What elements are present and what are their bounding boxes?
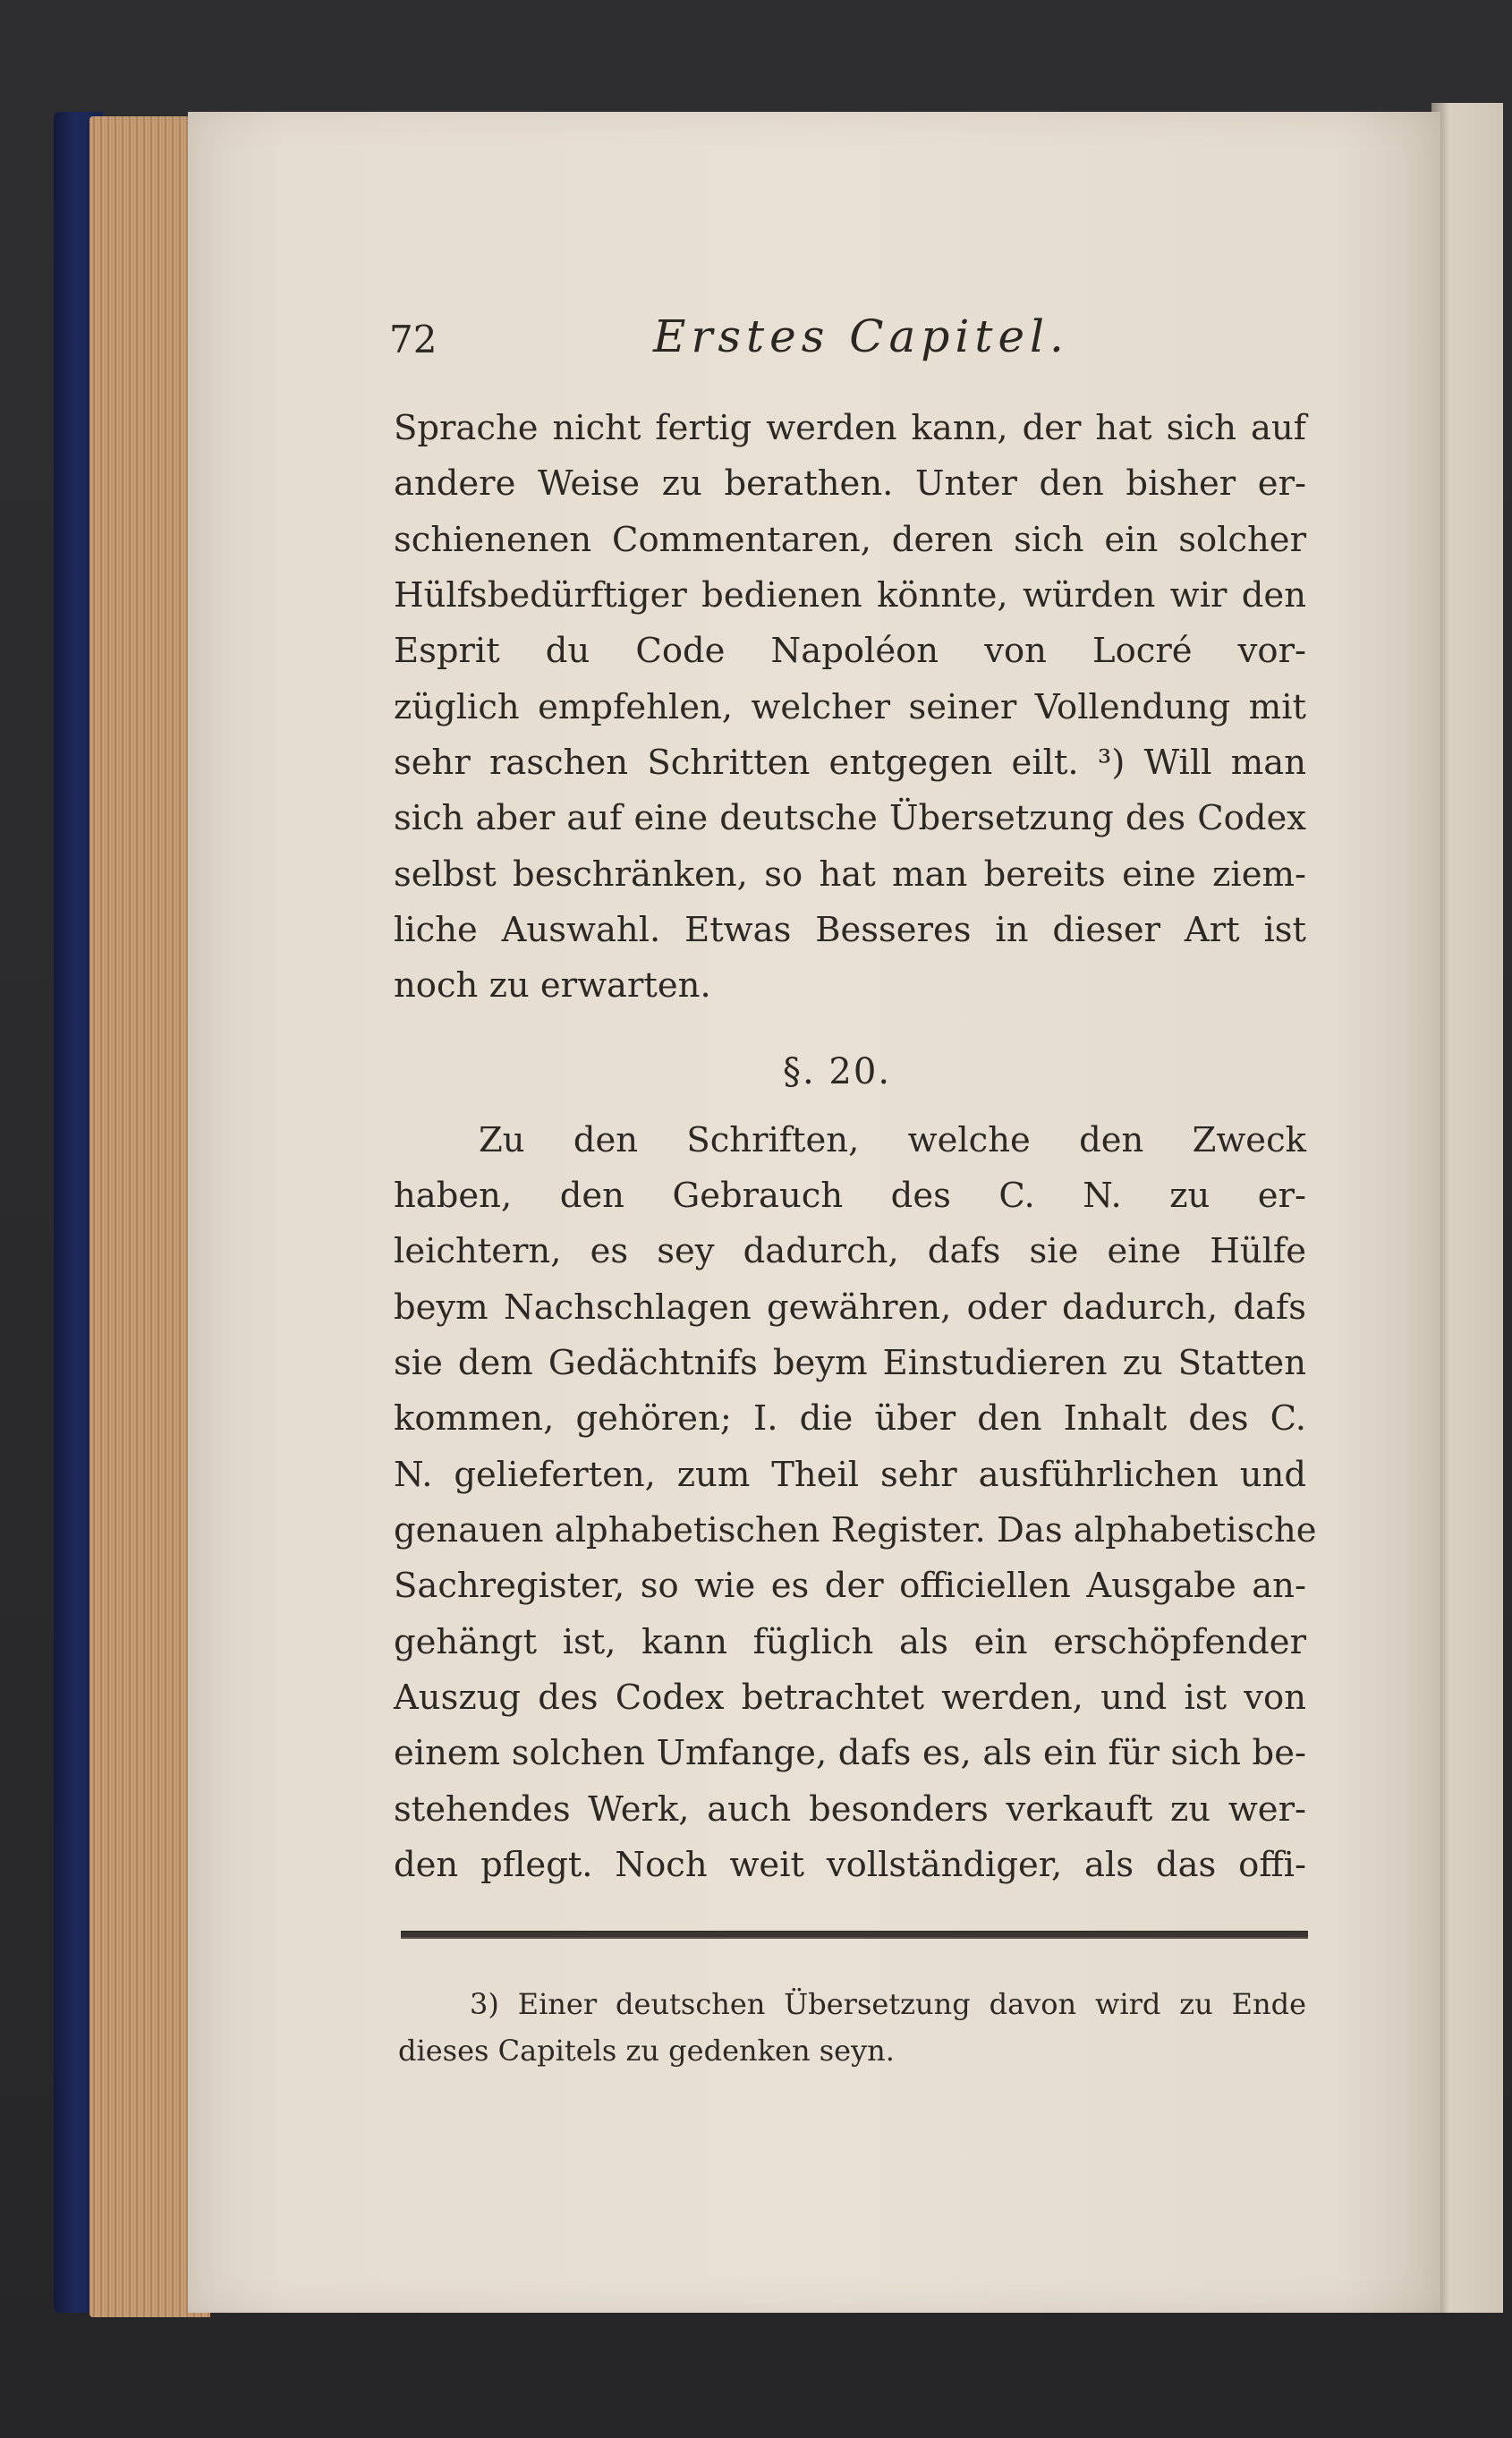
- page-number: 72: [389, 318, 437, 361]
- page-header: [0, 310, 1512, 380]
- facing-page-edge: [1431, 103, 1503, 2313]
- footnote-line: dieses Capitels zu gedenken seyn.: [398, 2034, 895, 2068]
- text-line: gehängt ist, kann füglich als ein erschöpfender: [394, 1622, 1306, 1662]
- text-line: sie dem Gedächtnifs beym Einstudieren zu Statten: [394, 1343, 1306, 1383]
- text-line: leichtern, es sey dadurch, dafs sie eine Hülfe: [394, 1231, 1306, 1271]
- footnote-divider: [401, 1931, 1308, 1939]
- text-line: liche Auswahl. Etwas Besseres in dieser Art ist: [394, 910, 1306, 950]
- text-line: Auszug des Codex betrachtet werden, und ist von: [394, 1678, 1306, 1718]
- text-line: haben, den Gebrauch des C. N. zu er-: [394, 1176, 1306, 1216]
- text-line: beym Nachschlagen gewähren, oder dadurch, dafs: [394, 1287, 1306, 1328]
- text-line: noch zu erwarten.: [394, 965, 711, 1006]
- running-title: Erstes Capitel.: [653, 310, 1069, 362]
- text-line: Hülfsbedürftiger bedienen könnte, würden wir den: [394, 575, 1306, 616]
- text-line: schienenen Commentaren, deren sich ein solcher: [394, 520, 1306, 560]
- text-line: züglich empfehlen, welcher seiner Vollendung mit: [394, 687, 1306, 727]
- text-line: genauen alphabetischen Register. Das alphabetische: [394, 1510, 1317, 1550]
- text-line: selbst beschränken, so hat man bereits eine ziem-: [394, 854, 1306, 895]
- text-line: stehendes Werk, auch besonders verkauft zu wer-: [394, 1789, 1306, 1830]
- text-line: sich aber auf eine deutsche Übersetzung des Codex: [394, 798, 1306, 838]
- text-line: Zu den Schriften, welche den Zweck: [479, 1120, 1306, 1160]
- text-line: andere Weise zu berathen. Unter den bisher er-: [394, 463, 1306, 504]
- text-line: Sprache nicht fertig werden kann, der hat sich auf: [394, 408, 1306, 448]
- text-line: Sachregister, so wie es der officiellen Ausgabe an-: [394, 1566, 1306, 1606]
- text-line: sehr raschen Schritten entgegen eilt. ³) Will man: [394, 743, 1306, 783]
- text-line: Esprit du Code Napoléon von Locré vor-: [394, 631, 1306, 671]
- text-line: einem solchen Umfange, dafs es, als ein für sich be-: [394, 1733, 1306, 1773]
- text-line: den pflegt. Noch weit vollständiger, als das offi-: [394, 1845, 1306, 1885]
- text-line: N. gelieferten, zum Theil sehr ausführlichen und: [394, 1455, 1306, 1495]
- section-heading: §. 20.: [783, 1051, 892, 1092]
- text-line: kommen, gehören; I. die über den Inhalt des C.: [394, 1398, 1306, 1439]
- footnote-line: 3) Einer deutschen Übersetzung davon wird zu Ende: [470, 1987, 1306, 2021]
